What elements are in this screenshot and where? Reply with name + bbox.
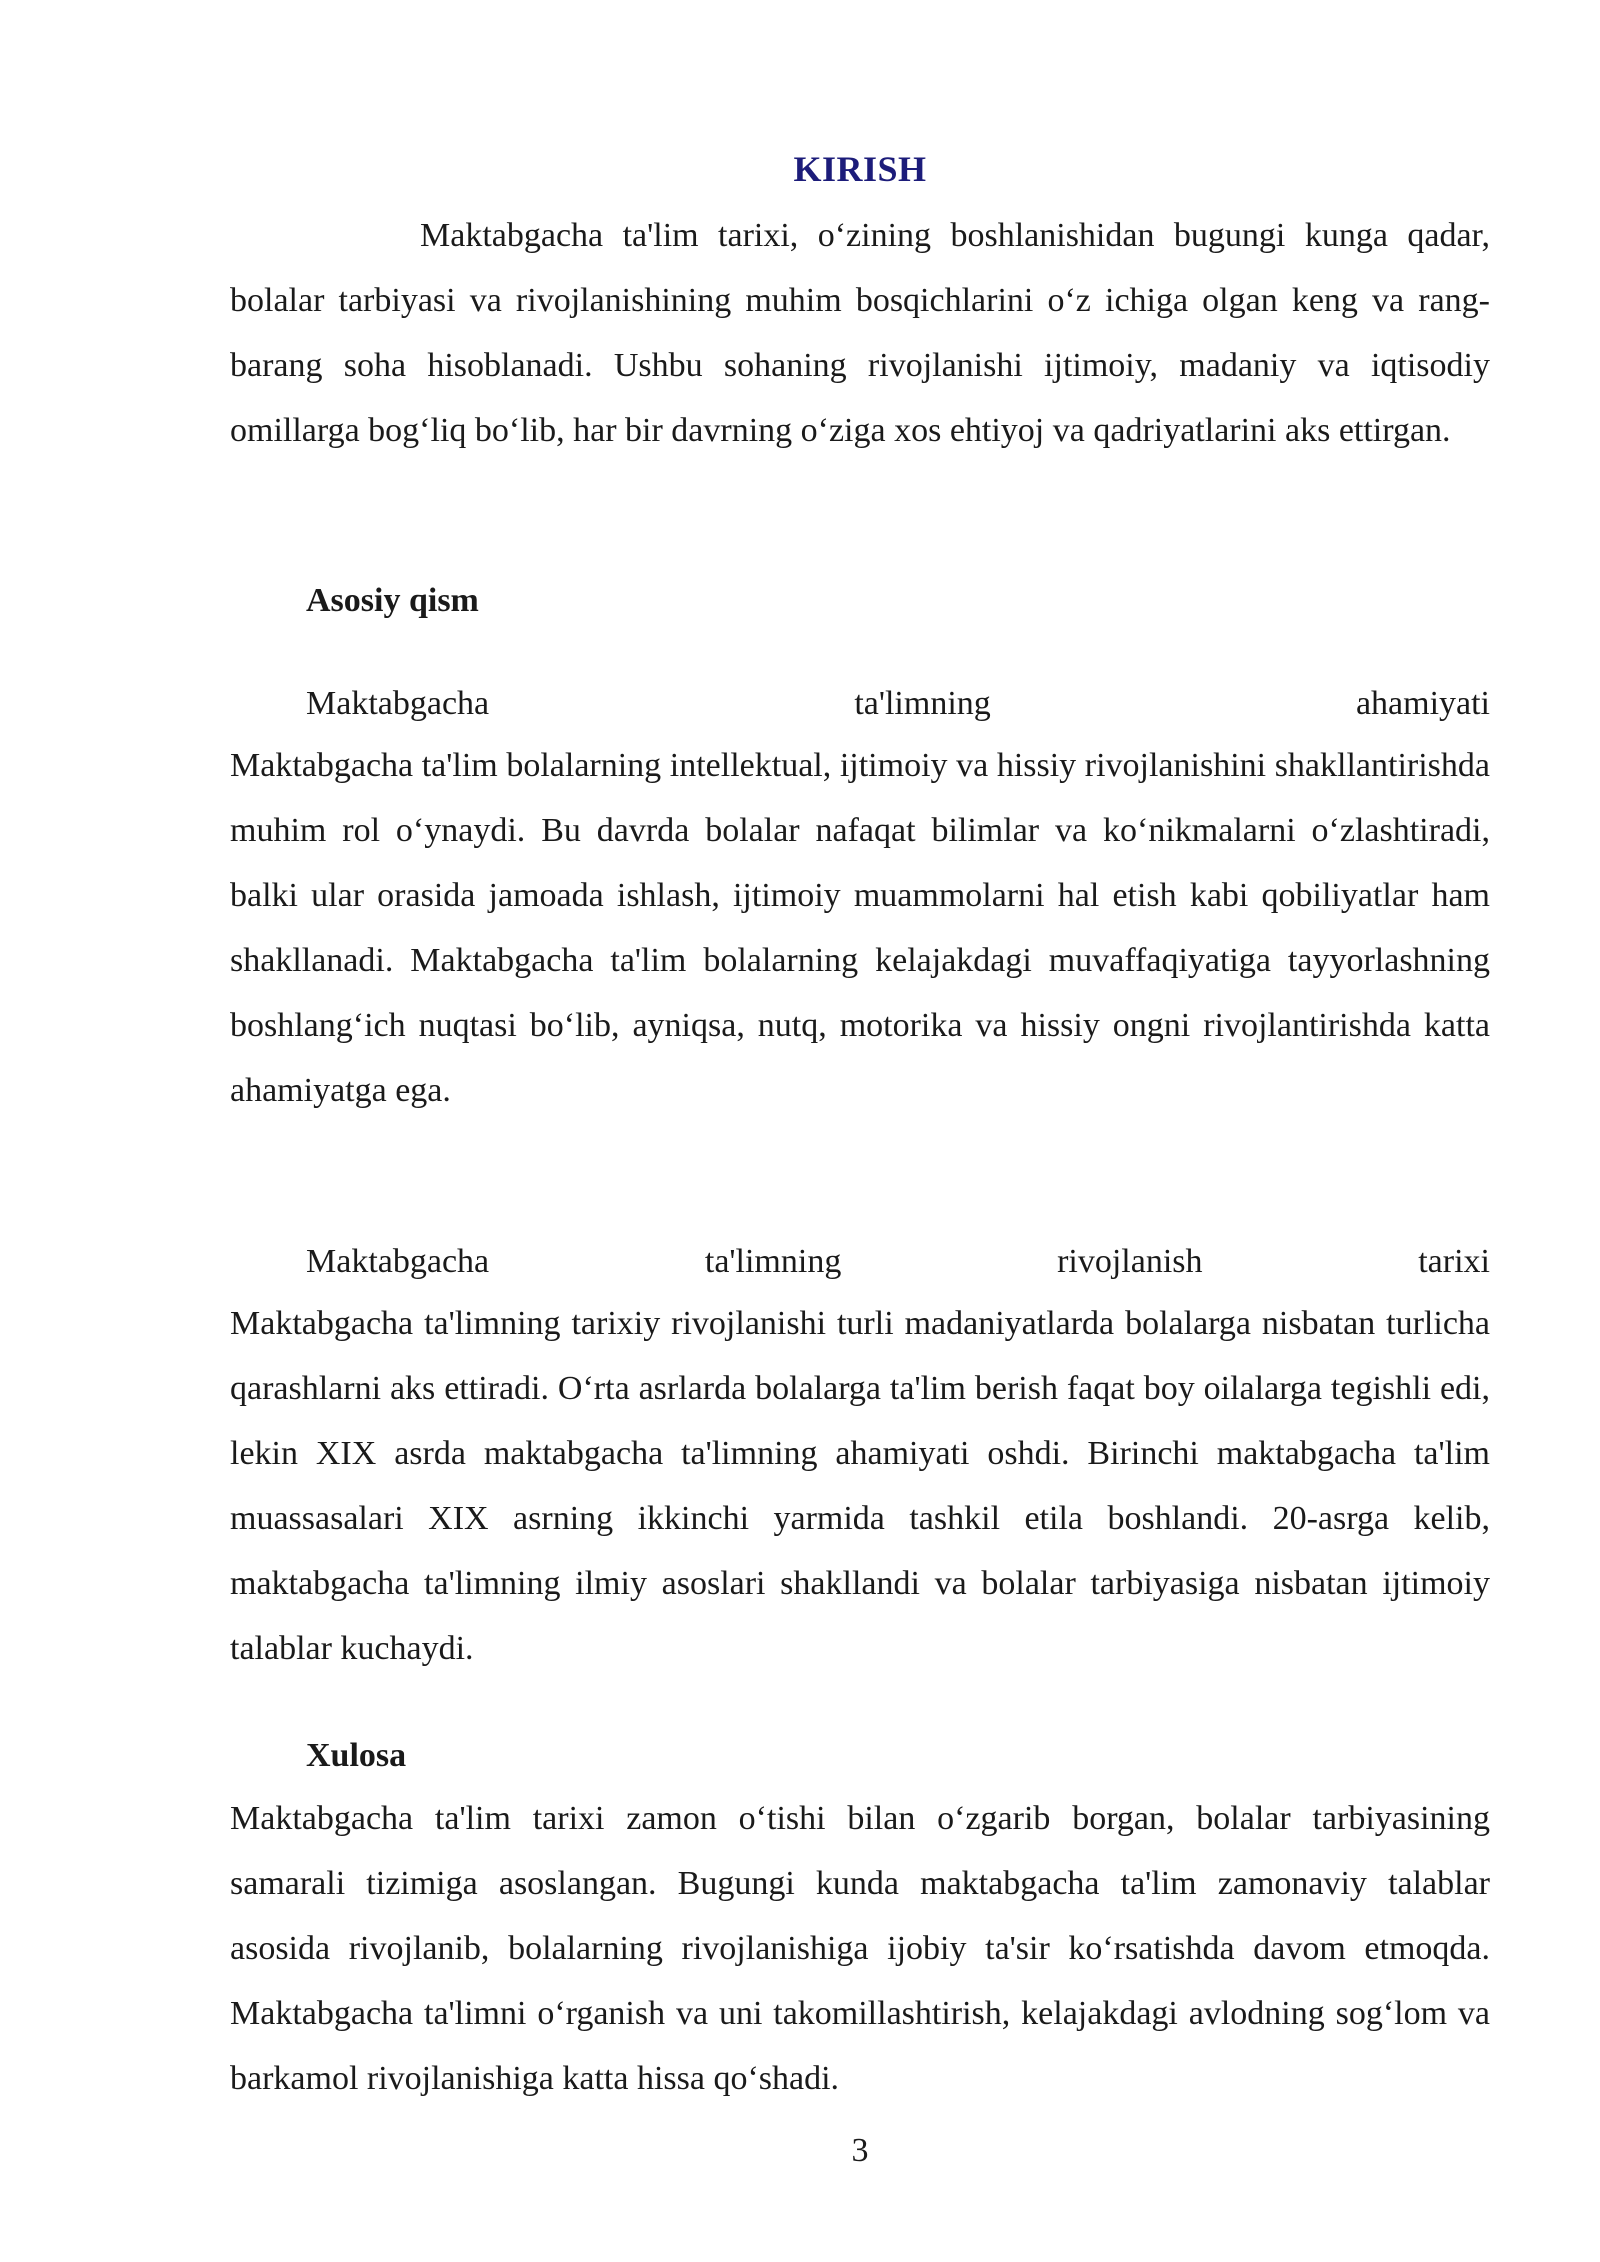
conclusion-paragraph: Maktabgacha ta'lim tarixi zamon o‘tishi bilan o‘zgarib borgan, bolalar tarbiyasining samarali tizimiga asoslangan. Bugungi kunda maktabgacha ta'lim zamonaviy talablar asosida rivojlanib, bolalarning rivojlanishiga ijobiy ta'sir ko‘rsatishda davom etmoqda. Maktabgacha ta'limni o‘rganish va uni takomillashtirish, kelajakdagi avlodning sog‘lom va barkamol rivojlanishiga katta hissa qo‘shadi. (230, 1800, 1490, 2097)
section1-heading-word: ahamiyati (1355, 685, 1490, 722)
section1-paragraph: Maktabgacha ta'lim bolalarning intellektual, ijtimoiy va hissiy rivojlanishini shakllantirishda muhim rol o‘ynaydi. Bu davrda bolalar nafaqat bilimlar va ko‘nikmalarni o‘zlashtiradi, balki ular orasida jamoada ishlash, ijtimoiy muammolarni hal etish kabi qobiliyatlar ham shakllanadi. Maktabgacha ta'lim bolalarning kelajakdagi muvaffaqiyatiga tayyorlashning boshlang‘ich nuqtasi bo‘lib, ayniqsa, nutq, motorika va hissiy ongni rivojlantirishda katta ahamiyatga ega. (230, 747, 1490, 1109)
section2-heading-word: rivojlanish (1057, 1243, 1203, 1280)
intro-paragraph: Maktabgacha ta'lim tarixi, o‘zining boshlanishidan bugungi kunga qadar, bolalar tarbiyasi va rivojlanishining muhim bosqichlarini o‘z ichiga olgan keng va rang-barang soha hisoblanadi. Ushbu sohaning rivojlanishi ijtimoiy, madaniy va iqtisodiy omillarga bog‘liq bo‘lib, har bir davrning o‘ziga xos ehtiyoj va qadriyatlarini aks ettirgan. (230, 217, 1490, 449)
section1-heading-word: Maktabgacha (306, 685, 490, 722)
section2-heading (306, 1243, 1490, 1281)
page-number: 3 (851, 2132, 869, 2169)
section2-heading-word: Maktabgacha (306, 1243, 490, 1280)
section1-heading-word: ta'limning (854, 685, 991, 722)
section2-paragraph: Maktabgacha ta'limning tarixiy rivojlanishi turli madaniyatlarda bolalarga nisbatan turlicha qarashlarni aks ettiradi. O‘rta asrlarda bolalarga ta'lim berish faqat boy oilalarga tegishli edi, lekin XIX asrda maktabgacha ta'limning ahamiyati oshdi. Birinchi maktabgacha ta'lim muassasalari XIX asrning ikkinchi yarmida tashkil etila boshlandi. 20-asrga kelib, maktabgacha ta'limning ilmiy asoslari shakllandi va bolalar tarbiyasiga nisbatan ijtimoiy talablar kuchaydi. (230, 1305, 1490, 1667)
document-title: KIRISH (793, 149, 927, 189)
section1-heading (306, 685, 1490, 723)
main-section-heading: Asosiy qism (306, 582, 479, 619)
section2-heading-word: ta'limning (704, 1243, 842, 1280)
conclusion-heading: Xulosa (306, 1737, 407, 1774)
section2-heading-word: tarixi (1418, 1243, 1490, 1280)
